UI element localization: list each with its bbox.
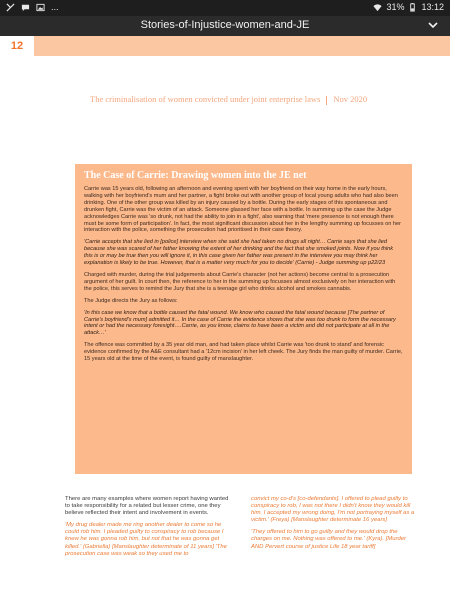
pdf-page — [0, 36, 450, 600]
testimony-quote: 'They offered to him to go guilty and they would drop the charges on me. Nothing was offered to me.' (Kyra). [Murder AND Pervert course of justice Life 18 year tariff] — [251, 529, 407, 550]
wifi-icon — [373, 3, 382, 12]
case-paragraph: Carrie was 15 years old, following an afternoon and evening spent with her boyfriend on their way home in the early hours, walking with her boyfriend's mum and her partner, a fight broke out with another group of local young adults who had also been drinking. One of the other group was killed by an injury caused by a bottle. During the early stages of this spontaneous and drunken fight, Carrie was the victim of an attack. Someone glassed her face with a bottle. In summing up the case the Judge acknowledges Carrie was 'so drunk, not had the ability to join in a fight', also warning that 'mere presence is not enough there must be some form of participation'. In fact, the most significant discussion about her in the lengthy summing up focusses on her interaction with the police, something the prosecution had prioritised in their case theory. — [84, 186, 401, 234]
left-column — [65, 496, 230, 563]
image-icon — [36, 3, 45, 12]
battery-percentage: 31% — [386, 2, 405, 12]
case-quote: 'Carrie accepts that she lied in [police] interview when she said she had taken no drugs all night… Carrie says that she lied because she was scared of her father knowing the extent of her drinking and the fact that she smoked joints. Now if you think this is or may be true then you will ignore it, in this case given her father was present in the interview you may think her explanation is likely to be true. However, that is a matter very much for you to decide' (Carrie) - Judge summing up p22/23 — [84, 239, 394, 267]
testimony-quote: convict my co-d's [co-defendants]. I offered to plead guilty to conspiracy to rob, I was not there I didn't know they would kill him. I accepted my wrong doing, I'm not portraying myself as a victim.' (Freya) [Manslaughter determinate 16 years] — [251, 496, 415, 524]
chevron-down-icon[interactable] — [426, 18, 440, 32]
running-header-date: Nov 2020 — [333, 94, 368, 104]
document-title-bar — [0, 16, 450, 36]
battery-icon — [408, 3, 417, 12]
more-notifications: ... — [51, 2, 59, 12]
case-paragraph: The Judge directs the Jury as follows: — [84, 297, 178, 304]
running-header — [90, 94, 420, 105]
case-paragraph: The offence was committed by a 35 year old man, and had taken place whilst Carrie was 'too drunk to stand' and forensic evidence confirmed by the A&E consultant had a '12cm incision' in her left cheek. The Jury finds the man guilty of murder. Carrie, 15 years old at the time of the event, is found guilty of manslaughter. — [84, 342, 403, 363]
case-paragraph: Charged with murder, during the trial judgements about Carrie's character (not her actions) become central to a prosecution argument of her guilt. In court then, the reference to her in the summing up focusses almost exclusively on her interaction with the police, this serves to remind the Jury that she is a teenage girl who drinks alcohol and smokes cannabis. — [84, 271, 396, 292]
document-title: Stories-of-Injustice-women-and-JE — [140, 19, 310, 31]
case-study-title: The Case of Carrie: Drawing women into the JE net — [84, 170, 307, 181]
running-header-title: The criminalisation of women convicted under joint enterprise laws — [90, 94, 321, 104]
status-bar — [0, 0, 450, 16]
right-column — [251, 496, 416, 556]
notification-icon — [6, 3, 15, 12]
running-header-divider — [326, 96, 327, 105]
testimony-quote: 'My drug dealer made me ring another dealer to come so he could rob him. I pleaded guilty to conspiracy to rob because I knew he was gonna rob him, but not that he was gonna get killed.' (Gabriella) [Manslaughter determinate of 11 years] 'The prosecution case was weak so they used me to — [65, 522, 227, 557]
body-paragraph: There are many examples where women report having wanted to take responsibility for a related but lesser crime, one they believe reflected their intent and involvement in events. — [65, 496, 229, 517]
case-quote: 'In this case we know that a bottle caused the fatal wound. We know who caused the fatal wound because [The partner of Carrie's boyfriend's mum] admitted it… In the case of Carrie the evidence shows that she was too drunk to form the necessary intent or had the necessary foresight….Carrie, as you know, claims to have been a victim and did not participate at all in the attack…' — [84, 309, 396, 337]
messenger-icon — [21, 3, 30, 12]
page-header-band — [0, 36, 450, 56]
clock: 13:12 — [421, 2, 444, 12]
page-number: 12 — [0, 36, 34, 56]
case-study-box — [75, 164, 412, 474]
